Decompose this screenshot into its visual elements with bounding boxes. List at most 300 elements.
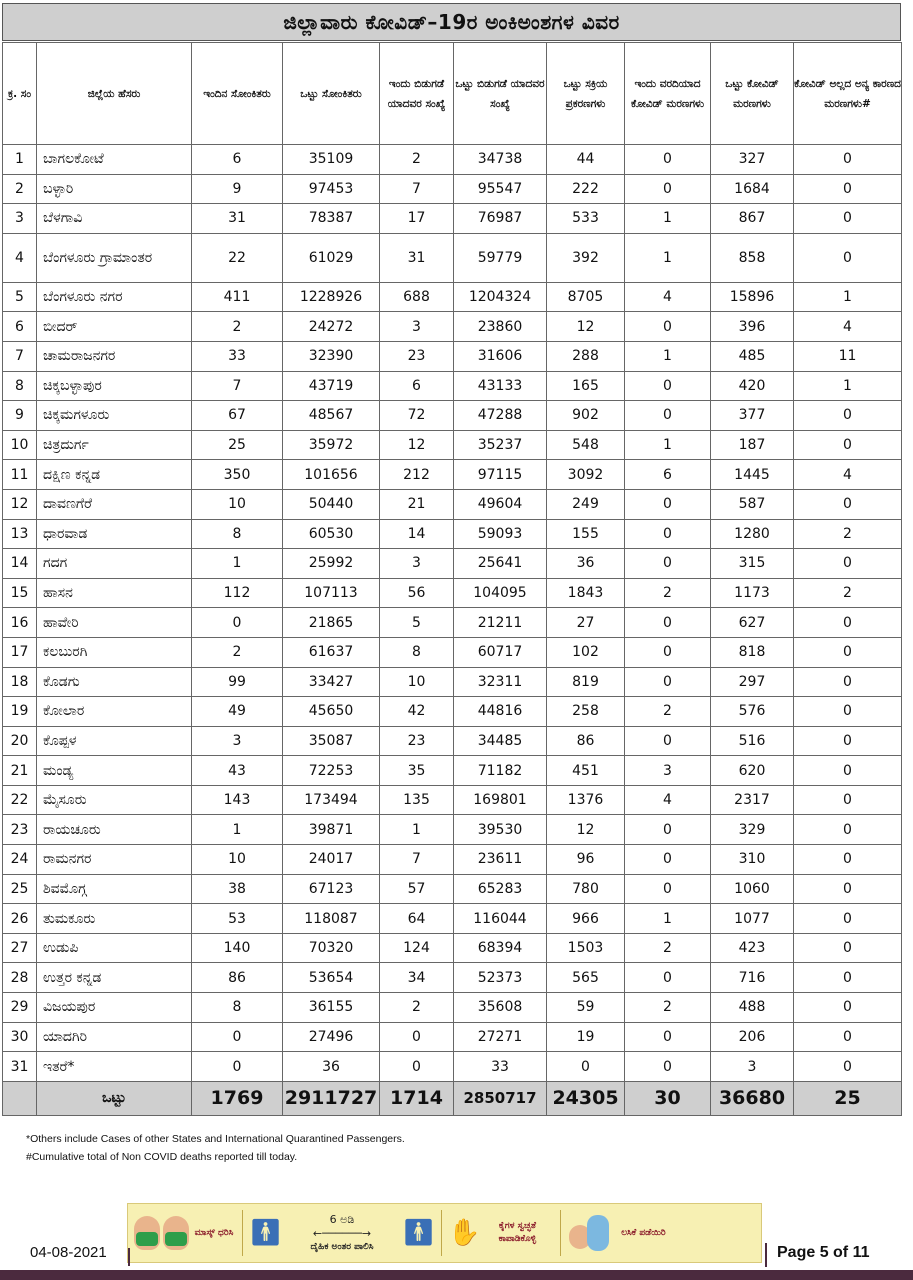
cell-total-discharged: 31606 [454, 341, 547, 371]
cell-total-discharged: 1204324 [454, 282, 547, 312]
cell-total-discharged: 116044 [454, 904, 547, 934]
cell-district: ಚಿಕ್ಕಮಗಳೂರು [37, 401, 192, 431]
double-arrow-icon: ←──────→ [312, 1226, 372, 1240]
date-divider [128, 1248, 130, 1266]
table-row [3, 174, 902, 204]
cell-today-infected: 10 [192, 845, 283, 875]
col-header-district: ಜಿಲ್ಲೆಯ ಹೆಸರು [37, 43, 192, 145]
total-total-deaths: 36680 [711, 1081, 794, 1115]
cell-total-infected: 118087 [283, 904, 380, 934]
total-serial [3, 1081, 37, 1115]
cell-non-covid-deaths: 0 [794, 608, 902, 638]
district-stats-table [2, 42, 902, 1116]
cell-non-covid-deaths: 0 [794, 697, 902, 727]
table-row [3, 371, 902, 401]
table-row [3, 233, 902, 282]
cell-district: ಕೋಲಾರ [37, 697, 192, 727]
cell-today-deaths: 0 [625, 726, 711, 756]
cell-today-deaths: 1 [625, 341, 711, 371]
cell-total-deaths: 1445 [711, 460, 794, 490]
distance-section [243, 1204, 441, 1262]
cell-today-discharged: 688 [380, 282, 454, 312]
cell-total-deaths: 206 [711, 1022, 794, 1052]
cell-today-deaths: 0 [625, 371, 711, 401]
cell-active-cases: 86 [547, 726, 625, 756]
cell-today-discharged: 6 [380, 371, 454, 401]
cell-today-deaths: 0 [625, 815, 711, 845]
table-row [3, 845, 902, 875]
cell-today-deaths: 0 [625, 637, 711, 667]
cell-non-covid-deaths: 0 [794, 963, 902, 993]
table-row [3, 815, 902, 845]
total-row [3, 1081, 902, 1115]
cell-serial: 6 [3, 312, 37, 342]
cell-serial: 2 [3, 174, 37, 204]
cell-total-deaths: 587 [711, 489, 794, 519]
cell-active-cases: 12 [547, 815, 625, 845]
cell-total-deaths: 1173 [711, 578, 794, 608]
cell-total-discharged: 76987 [454, 204, 547, 234]
cell-serial: 22 [3, 785, 37, 815]
cell-district: ಹಾವೇರಿ [37, 608, 192, 638]
cell-today-infected: 67 [192, 401, 283, 431]
cell-total-deaths: 420 [711, 371, 794, 401]
cell-total-infected: 53654 [283, 963, 380, 993]
cell-total-infected: 39871 [283, 815, 380, 845]
mask-text: ಮಾಸ್ಕ್ ಧರಿಸಿ [194, 1227, 234, 1238]
cell-active-cases: 258 [547, 697, 625, 727]
cell-active-cases: 780 [547, 874, 625, 904]
cell-total-discharged: 169801 [454, 785, 547, 815]
table-row [3, 145, 902, 175]
page-number: Page 5 of 11 [777, 1244, 870, 1261]
cell-total-deaths: 627 [711, 608, 794, 638]
cell-today-discharged: 10 [380, 667, 454, 697]
cell-serial: 21 [3, 756, 37, 786]
page-title: ಜಿಲ್ಲಾವಾರು ಕೋವಿಡ್–19ರ ಅಂಕಿಅಂಶಗಳ ವಿವರ [2, 3, 901, 41]
cell-district: ಯಾದಗಿರಿ [37, 1022, 192, 1052]
cell-total-infected: 60530 [283, 519, 380, 549]
cell-total-infected: 35972 [283, 430, 380, 460]
cell-total-discharged: 47288 [454, 401, 547, 431]
cell-today-discharged: 7 [380, 845, 454, 875]
cell-total-discharged: 97115 [454, 460, 547, 490]
cell-district: ಚಿಕ್ಕಬಳ್ಳಾಪುರ [37, 371, 192, 401]
cell-non-covid-deaths: 0 [794, 430, 902, 460]
cell-total-infected: 35109 [283, 145, 380, 175]
cell-today-infected: 33 [192, 341, 283, 371]
cell-district: ಕಲಬುರಗಿ [37, 637, 192, 667]
cell-total-infected: 173494 [283, 785, 380, 815]
cell-district: ಧಾರವಾಡ [37, 519, 192, 549]
cell-today-deaths: 0 [625, 608, 711, 638]
cell-today-discharged: 2 [380, 993, 454, 1023]
cell-district: ದಕ್ಷಿಣ ಕನ್ನಡ [37, 460, 192, 490]
cell-today-deaths: 2 [625, 697, 711, 727]
cell-serial: 18 [3, 667, 37, 697]
table-row [3, 874, 902, 904]
cell-today-discharged: 64 [380, 904, 454, 934]
cell-non-covid-deaths: 0 [794, 874, 902, 904]
cell-today-deaths: 2 [625, 933, 711, 963]
cell-today-infected: 38 [192, 874, 283, 904]
cell-today-deaths: 0 [625, 174, 711, 204]
table-row [3, 401, 902, 431]
cell-total-infected: 33427 [283, 667, 380, 697]
cell-non-covid-deaths: 0 [794, 993, 902, 1023]
cell-total-discharged: 60717 [454, 637, 547, 667]
cell-total-infected: 107113 [283, 578, 380, 608]
table-row [3, 785, 902, 815]
total-today-deaths: 30 [625, 1081, 711, 1115]
cell-serial: 16 [3, 608, 37, 638]
cell-total-discharged: 59093 [454, 519, 547, 549]
cell-today-infected: 86 [192, 963, 283, 993]
table-row [3, 430, 902, 460]
cell-today-discharged: 72 [380, 401, 454, 431]
cell-today-deaths: 4 [625, 785, 711, 815]
cell-total-infected: 21865 [283, 608, 380, 638]
cell-today-infected: 43 [192, 756, 283, 786]
cell-total-discharged: 23860 [454, 312, 547, 342]
cell-non-covid-deaths: 0 [794, 667, 902, 697]
cell-total-discharged: 65283 [454, 874, 547, 904]
hand-wash-section [442, 1204, 560, 1262]
cell-total-infected: 24272 [283, 312, 380, 342]
cell-today-infected: 10 [192, 489, 283, 519]
cell-today-deaths: 1 [625, 904, 711, 934]
cell-today-infected: 8 [192, 519, 283, 549]
table-row [3, 608, 902, 638]
cell-today-discharged: 42 [380, 697, 454, 727]
footnote-others: *Others include Cases of other States and International Quarantined Passengers. [26, 1133, 405, 1145]
cell-total-discharged: 34738 [454, 145, 547, 175]
cell-total-deaths: 1060 [711, 874, 794, 904]
mask-section [128, 1204, 242, 1262]
cell-today-deaths: 2 [625, 578, 711, 608]
cell-total-deaths: 187 [711, 430, 794, 460]
cell-today-discharged: 14 [380, 519, 454, 549]
cell-today-discharged: 135 [380, 785, 454, 815]
awareness-banner [127, 1203, 762, 1263]
cell-total-deaths: 488 [711, 993, 794, 1023]
cell-active-cases: 3092 [547, 460, 625, 490]
vaccination-icon [567, 1211, 613, 1255]
cell-active-cases: 451 [547, 756, 625, 786]
cell-total-deaths: 620 [711, 756, 794, 786]
cell-total-deaths: 576 [711, 697, 794, 727]
cell-today-deaths: 0 [625, 845, 711, 875]
cell-active-cases: 966 [547, 904, 625, 934]
cell-today-deaths: 0 [625, 874, 711, 904]
cell-today-infected: 7 [192, 371, 283, 401]
cell-total-discharged: 21211 [454, 608, 547, 638]
cell-total-discharged: 43133 [454, 371, 547, 401]
cell-active-cases: 1843 [547, 578, 625, 608]
table-row [3, 282, 902, 312]
cell-serial: 31 [3, 1052, 37, 1082]
cell-active-cases: 12 [547, 312, 625, 342]
cell-district: ರಾಯಚೂರು [37, 815, 192, 845]
cell-non-covid-deaths: 11 [794, 341, 902, 371]
cell-today-infected: 99 [192, 667, 283, 697]
cell-total-deaths: 15896 [711, 282, 794, 312]
cell-today-discharged: 12 [380, 430, 454, 460]
cell-total-deaths: 327 [711, 145, 794, 175]
cell-non-covid-deaths: 0 [794, 1052, 902, 1082]
cell-today-deaths: 0 [625, 401, 711, 431]
total-non-covid-deaths: 25 [794, 1081, 902, 1115]
cell-serial: 4 [3, 233, 37, 282]
cell-today-deaths: 0 [625, 667, 711, 697]
cell-today-discharged: 57 [380, 874, 454, 904]
cell-today-infected: 25 [192, 430, 283, 460]
cell-today-infected: 9 [192, 174, 283, 204]
cell-non-covid-deaths: 0 [794, 204, 902, 234]
cell-active-cases: 249 [547, 489, 625, 519]
cell-district: ಇತರೆ* [37, 1052, 192, 1082]
cell-today-deaths: 0 [625, 145, 711, 175]
cell-today-infected: 0 [192, 608, 283, 638]
cell-active-cases: 44 [547, 145, 625, 175]
person-icon: 🚹︎ [249, 1218, 283, 1248]
cell-total-deaths: 485 [711, 341, 794, 371]
cell-today-infected: 1 [192, 549, 283, 579]
masked-face-icon [163, 1216, 189, 1250]
cell-total-discharged: 35237 [454, 430, 547, 460]
cell-serial: 9 [3, 401, 37, 431]
cell-today-deaths: 0 [625, 1052, 711, 1082]
cell-total-discharged: 32311 [454, 667, 547, 697]
person-icon: 🚹︎ [402, 1218, 436, 1248]
cell-today-discharged: 34 [380, 963, 454, 993]
cell-non-covid-deaths: 1 [794, 371, 902, 401]
cell-serial: 12 [3, 489, 37, 519]
cell-serial: 11 [3, 460, 37, 490]
table-row [3, 963, 902, 993]
cell-today-deaths: 0 [625, 963, 711, 993]
cell-active-cases: 8705 [547, 282, 625, 312]
cell-today-discharged: 7 [380, 174, 454, 204]
cell-today-discharged: 17 [380, 204, 454, 234]
cell-today-discharged: 8 [380, 637, 454, 667]
cell-active-cases: 222 [547, 174, 625, 204]
cell-today-discharged: 21 [380, 489, 454, 519]
cell-today-infected: 53 [192, 904, 283, 934]
cell-total-deaths: 377 [711, 401, 794, 431]
cell-today-infected: 143 [192, 785, 283, 815]
cell-today-infected: 3 [192, 726, 283, 756]
total-total-infected: 2911727 [283, 1081, 380, 1115]
cell-total-infected: 25992 [283, 549, 380, 579]
cell-today-infected: 6 [192, 145, 283, 175]
total-district: ಒಟ್ಟು [37, 1081, 192, 1115]
cell-serial: 17 [3, 637, 37, 667]
cell-active-cases: 155 [547, 519, 625, 549]
cell-today-deaths: 0 [625, 549, 711, 579]
cell-non-covid-deaths: 0 [794, 637, 902, 667]
cell-total-infected: 50440 [283, 489, 380, 519]
cell-total-discharged: 68394 [454, 933, 547, 963]
cell-total-infected: 27496 [283, 1022, 380, 1052]
cell-non-covid-deaths: 0 [794, 549, 902, 579]
cell-total-discharged: 104095 [454, 578, 547, 608]
table-row [3, 1022, 902, 1052]
masked-face-icon [134, 1216, 160, 1250]
cell-total-deaths: 516 [711, 726, 794, 756]
table-header-row [3, 43, 902, 145]
cell-serial: 5 [3, 282, 37, 312]
cell-non-covid-deaths: 0 [794, 1022, 902, 1052]
cell-total-infected: 67123 [283, 874, 380, 904]
cell-non-covid-deaths: 1 [794, 282, 902, 312]
cell-today-deaths: 1 [625, 430, 711, 460]
col-header-active-cases: ಒಟ್ಟು ಸಕ್ರಿಯ ಪ್ರಕರಣಗಳು [547, 43, 625, 145]
cell-active-cases: 392 [547, 233, 625, 282]
cell-district: ಹಾಸನ [37, 578, 192, 608]
cell-district: ತುಮಕೂರು [37, 904, 192, 934]
cell-total-infected: 101656 [283, 460, 380, 490]
cell-active-cases: 0 [547, 1052, 625, 1082]
table-row [3, 312, 902, 342]
cell-total-infected: 61637 [283, 637, 380, 667]
total-total-discharged: 2850717 [454, 1081, 547, 1115]
cell-non-covid-deaths: 0 [794, 933, 902, 963]
cell-active-cases: 548 [547, 430, 625, 460]
cell-serial: 25 [3, 874, 37, 904]
hand-wash-icon: ✋ [448, 1218, 481, 1248]
cell-district: ಮಂಡ್ಯ [37, 756, 192, 786]
table-row [3, 726, 902, 756]
cell-non-covid-deaths: 2 [794, 519, 902, 549]
col-header-total-infected: ಒಟ್ಟು ಸೋಂಕಿತರು [283, 43, 380, 145]
cell-total-deaths: 1684 [711, 174, 794, 204]
col-header-today-discharged: ಇಂದು ಬಿಡುಗಡೆ ಯಾದವರ ಸಂಖ್ಯೆ [380, 43, 454, 145]
cell-total-infected: 97453 [283, 174, 380, 204]
cell-today-deaths: 6 [625, 460, 711, 490]
cell-district: ಬೆಂಗಳೂರು ಗ್ರಾಮಾಂತರ [37, 233, 192, 282]
cell-today-discharged: 56 [380, 578, 454, 608]
cell-today-deaths: 4 [625, 282, 711, 312]
cell-non-covid-deaths: 0 [794, 845, 902, 875]
cell-district: ಮೈಸೂರು [37, 785, 192, 815]
table-row [3, 993, 902, 1023]
table-row [3, 204, 902, 234]
cell-non-covid-deaths: 4 [794, 460, 902, 490]
cell-total-infected: 36155 [283, 993, 380, 1023]
cell-total-infected: 45650 [283, 697, 380, 727]
cell-active-cases: 102 [547, 637, 625, 667]
table-row [3, 756, 902, 786]
cell-total-infected: 43719 [283, 371, 380, 401]
cell-serial: 29 [3, 993, 37, 1023]
cell-active-cases: 165 [547, 371, 625, 401]
report-date: 04-08-2021 [30, 1244, 107, 1261]
cell-non-covid-deaths: 0 [794, 233, 902, 282]
table-row [3, 697, 902, 727]
cell-serial: 3 [3, 204, 37, 234]
cell-total-deaths: 423 [711, 933, 794, 963]
cell-serial: 19 [3, 697, 37, 727]
cell-district: ಬಳ್ಳಾರಿ [37, 174, 192, 204]
cell-district: ಕೊಡಗು [37, 667, 192, 697]
cell-non-covid-deaths: 2 [794, 578, 902, 608]
cell-today-discharged: 23 [380, 726, 454, 756]
col-header-total-deaths: ಒಟ್ಟು ಕೋವಿಡ್ ಮರಣಗಳು [711, 43, 794, 145]
cell-today-deaths: 0 [625, 519, 711, 549]
cell-total-infected: 61029 [283, 233, 380, 282]
cell-serial: 1 [3, 145, 37, 175]
vaccine-text: ಲಸಿಕೆ ಪಡೆಯಿರಿ [621, 1227, 666, 1238]
cell-serial: 13 [3, 519, 37, 549]
distance-text: ದೈಹಿಕ ಅಂತರ ಪಾಲಿಸಿ [310, 1241, 374, 1252]
total-active-cases: 24305 [547, 1081, 625, 1115]
cell-district: ಶಿವಮೊಗ್ಗ [37, 874, 192, 904]
cell-non-covid-deaths: 0 [794, 756, 902, 786]
cell-total-infected: 48567 [283, 401, 380, 431]
table-row [3, 667, 902, 697]
cell-total-infected: 70320 [283, 933, 380, 963]
cell-non-covid-deaths: 0 [794, 904, 902, 934]
cell-non-covid-deaths: 0 [794, 401, 902, 431]
cell-district: ಬಾಗಲಕೋಟೆ [37, 145, 192, 175]
cell-district: ವಿಜಯಪುರ [37, 993, 192, 1023]
cell-total-discharged: 27271 [454, 1022, 547, 1052]
cell-total-discharged: 95547 [454, 174, 547, 204]
cell-today-discharged: 31 [380, 233, 454, 282]
cell-today-discharged: 5 [380, 608, 454, 638]
cell-today-deaths: 0 [625, 312, 711, 342]
cell-total-discharged: 34485 [454, 726, 547, 756]
table-row [3, 549, 902, 579]
cell-today-deaths: 1 [625, 204, 711, 234]
cell-active-cases: 19 [547, 1022, 625, 1052]
cell-total-infected: 1228926 [283, 282, 380, 312]
cell-district: ಬೀದರ್ [37, 312, 192, 342]
cell-total-discharged: 44816 [454, 697, 547, 727]
cell-today-deaths: 3 [625, 756, 711, 786]
cell-total-discharged: 52373 [454, 963, 547, 993]
table-row [3, 519, 902, 549]
cell-serial: 23 [3, 815, 37, 845]
cell-total-deaths: 1077 [711, 904, 794, 934]
cell-total-discharged: 71182 [454, 756, 547, 786]
cell-today-discharged: 23 [380, 341, 454, 371]
cell-non-covid-deaths: 0 [794, 174, 902, 204]
cell-active-cases: 27 [547, 608, 625, 638]
cell-district: ಉತ್ತರ ಕನ್ನಡ [37, 963, 192, 993]
cell-today-infected: 49 [192, 697, 283, 727]
cell-serial: 26 [3, 904, 37, 934]
cell-today-discharged: 35 [380, 756, 454, 786]
cell-district: ಚಿತ್ರದುರ್ಗ [37, 430, 192, 460]
cell-total-discharged: 39530 [454, 815, 547, 845]
cell-district: ಚಾಮರಾಜನಗರ [37, 341, 192, 371]
cell-total-deaths: 818 [711, 637, 794, 667]
cell-active-cases: 533 [547, 204, 625, 234]
distance-value: 6 ಅಡಿ [329, 1212, 355, 1226]
table-row [3, 460, 902, 490]
table-row [3, 1052, 902, 1082]
footnote-non-covid: #Cumulative total of Non COVID deaths reported till today. [26, 1151, 298, 1163]
cell-non-covid-deaths: 0 [794, 726, 902, 756]
page-divider [765, 1243, 767, 1267]
hand-wash-text: ಕೈಗಳ ಸ್ವಚ್ಛತೆ ಕಾಪಾಡಿಕೊಳ್ಳಿ [498, 1221, 537, 1244]
cell-today-infected: 0 [192, 1022, 283, 1052]
cell-total-deaths: 396 [711, 312, 794, 342]
col-header-serial: ಕ್ರ. ಸಂ [3, 43, 37, 145]
cell-non-covid-deaths: 0 [794, 785, 902, 815]
